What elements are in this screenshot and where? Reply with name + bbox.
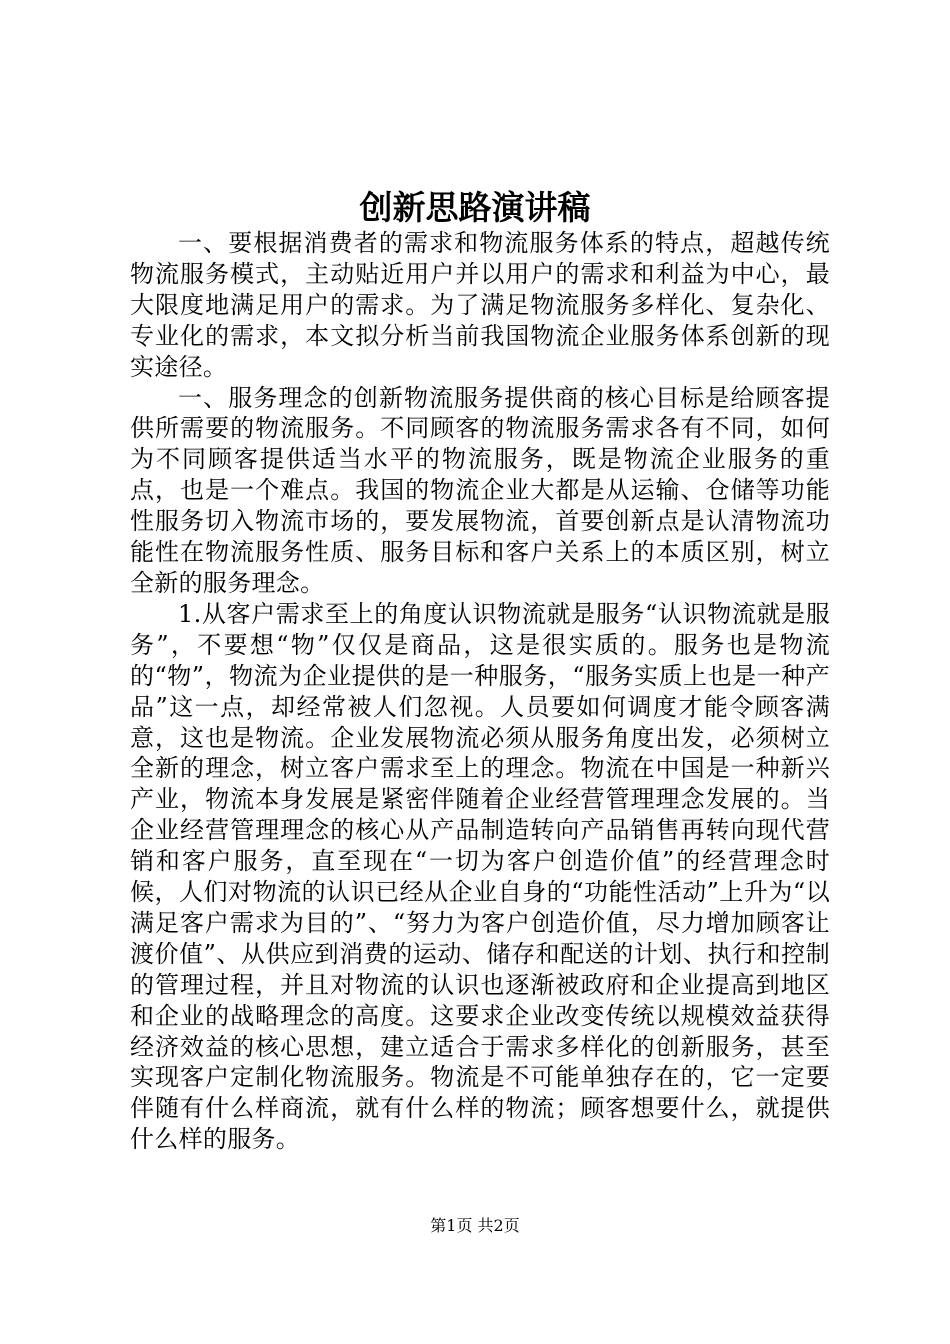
paragraph: 1.从客户需求至上的角度认识物流就是服务“认识物流就是服务”，不要想“物”仅仅是商品，这是很实质的。服务也是物流的“物”，物流为企业提供的是一种服务，“服务实质上也是一种产品”这一点，却经常被人们忽视。人员要如何调度才能令顾客满意，这也是物流。企业发展物流必须从服务角度出发，必须树立全新的理念，树立客户需求至上的理念。物流在中国是一种新兴产业，物流本身发展是紧密伴随着企业经营管理理念发展的。当企业经营管理理念的核心从产品制造转向产品销售再转向现代营销和客户服务，直至现在“一切为客户创造价值”的经营理念时候，人们对物流的认识已经从企业自身的“功能性活动”上升为“以满足客户需求为目的”、“努力为客户创造价值，尽力增加顾客让渡价值”、从供应到消费的运动、储存和配送的计划、执行和控制的管理过程，并且对物流的认识也逐渐被政府和企业提高到地区和企业的战略理念的高度。这要求企业改变传统以规模效益获得经济效益的核心思想，建立适合于需求多样化的创新服务，甚至实现客户定制化物流服务。物流是不可能单独存在的，它一定要伴随有什么样商流，就有什么样的物流；顾客想要什么，就提供什么样的服务。 bbox=[130, 599, 830, 1154]
document-title: 创新思路演讲稿 bbox=[359, 188, 591, 227]
document-body bbox=[130, 228, 830, 1155]
paragraph: 一、服务理念的创新物流服务提供商的核心目标是给顾客提供所需要的物流服务。不同顾客的物流服务需求各有不同，如何为不同顾客提供适当水平的物流服务，既是物流企业服务的重点，也是一个难点。我国的物流企业大都是从运输、仓储等功能性服务切入物流市场的，要发展物流，首要创新点是认清物流功能性在物流服务性质、服务目标和客户关系上的本质区别，树立全新的服务理念。 bbox=[130, 383, 830, 597]
paragraph: 一、要根据消费者的需求和物流服务体系的特点，超越传统物流服务模式，主动贴近用户并以用户的需求和利益为中心，最大限度地满足用户的需求。为了满足物流服务多样化、复杂化、专业化的需求，本文拟分析当前我国物流企业服务体系创新的现实途径。 bbox=[130, 229, 830, 381]
page-footer: 第1页 共2页 bbox=[430, 1216, 520, 1235]
